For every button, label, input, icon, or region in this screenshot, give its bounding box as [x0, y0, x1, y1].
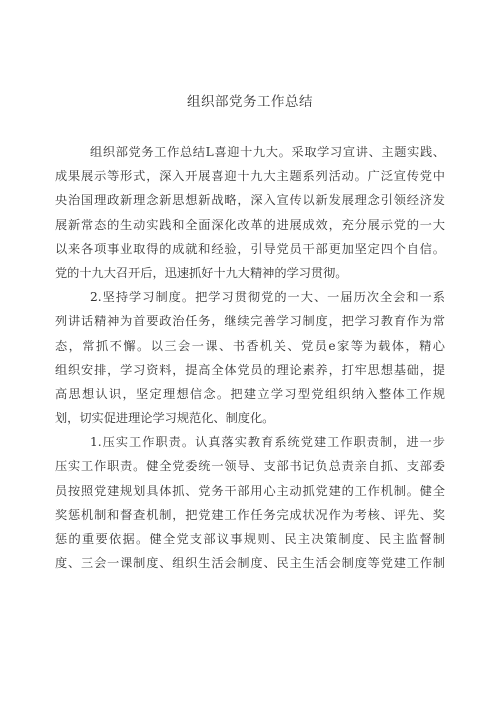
- paragraph-2: [55, 285, 445, 430]
- paragraph-line: 压实工作职责。健全党委统一领导、支部书记负总责亲自抓、支部委: [55, 459, 445, 474]
- paragraph-line: 员按照党建规划具体抓、党务干部用心主动抓党建的工作机制。健全: [55, 483, 445, 498]
- paragraph-3: [55, 430, 445, 575]
- document-title: 组织部党务工作总结: [187, 94, 313, 110]
- paragraph-line: 展新常态的生动实践和全面深化改革的进展成效，充分展示党的一大: [55, 217, 445, 232]
- paragraph-line: 央治国理政新理念新思想新战略，深入宣传以新发展理念引领经济发: [55, 193, 445, 208]
- paragraph-line: 1.压实工作职责。认真落实教育系统党建工作职责制，进一步: [90, 435, 445, 450]
- document-body: [55, 140, 445, 575]
- paragraph-line: 列讲话精神为首要政治任务，继续完善学习制度，把学习教育作为常: [55, 314, 445, 329]
- paragraph-line: 组织安排，学习资料，提高全体党员的理论素养，打牢思想基础，提: [55, 362, 445, 377]
- paragraph-line: 以来各项事业取得的成就和经验，引导党员干部更加坚定四个自信。: [55, 241, 445, 256]
- paragraph-line: 态，常抓不懈。以三会一课、书香机关、党员e家等为载体，精心: [55, 338, 445, 353]
- paragraph-line: 党的十九大召开后，迅速抓好十九大精神的学习贯彻。: [55, 265, 348, 280]
- paragraph-line: 惩的重要依据。健全党支部议事规则、民主决策制度、民主监督制: [55, 532, 445, 546]
- paragraph-line: 高思想认识，坚定理想信念。把建立学习型党组织纳入整体工作规: [55, 386, 445, 401]
- paragraph-line: 度、三会一课制度、组织生活会制度、民主生活会制度等党建工作制: [55, 556, 445, 571]
- paragraph-line: 2.坚持学习制度。把学习贯彻党的一大、一届历次全会和一系: [90, 290, 445, 305]
- paragraph-line: 成果展示等形式，深入开展喜迎十九大主题系列活动。广泛宣传党中: [55, 169, 445, 184]
- paragraph-1: [55, 140, 445, 285]
- paragraph-line: 奖惩机制和督查机制，把党建工作任务完成状况作为考核、评先、奖: [55, 507, 445, 522]
- paragraph-line: 划，切实促进理论学习规范化、制度化。: [55, 411, 275, 426]
- paragraph-line: 组织部党务工作总结L喜迎十九大。采取学习宣讲、主题实践、: [90, 145, 445, 159]
